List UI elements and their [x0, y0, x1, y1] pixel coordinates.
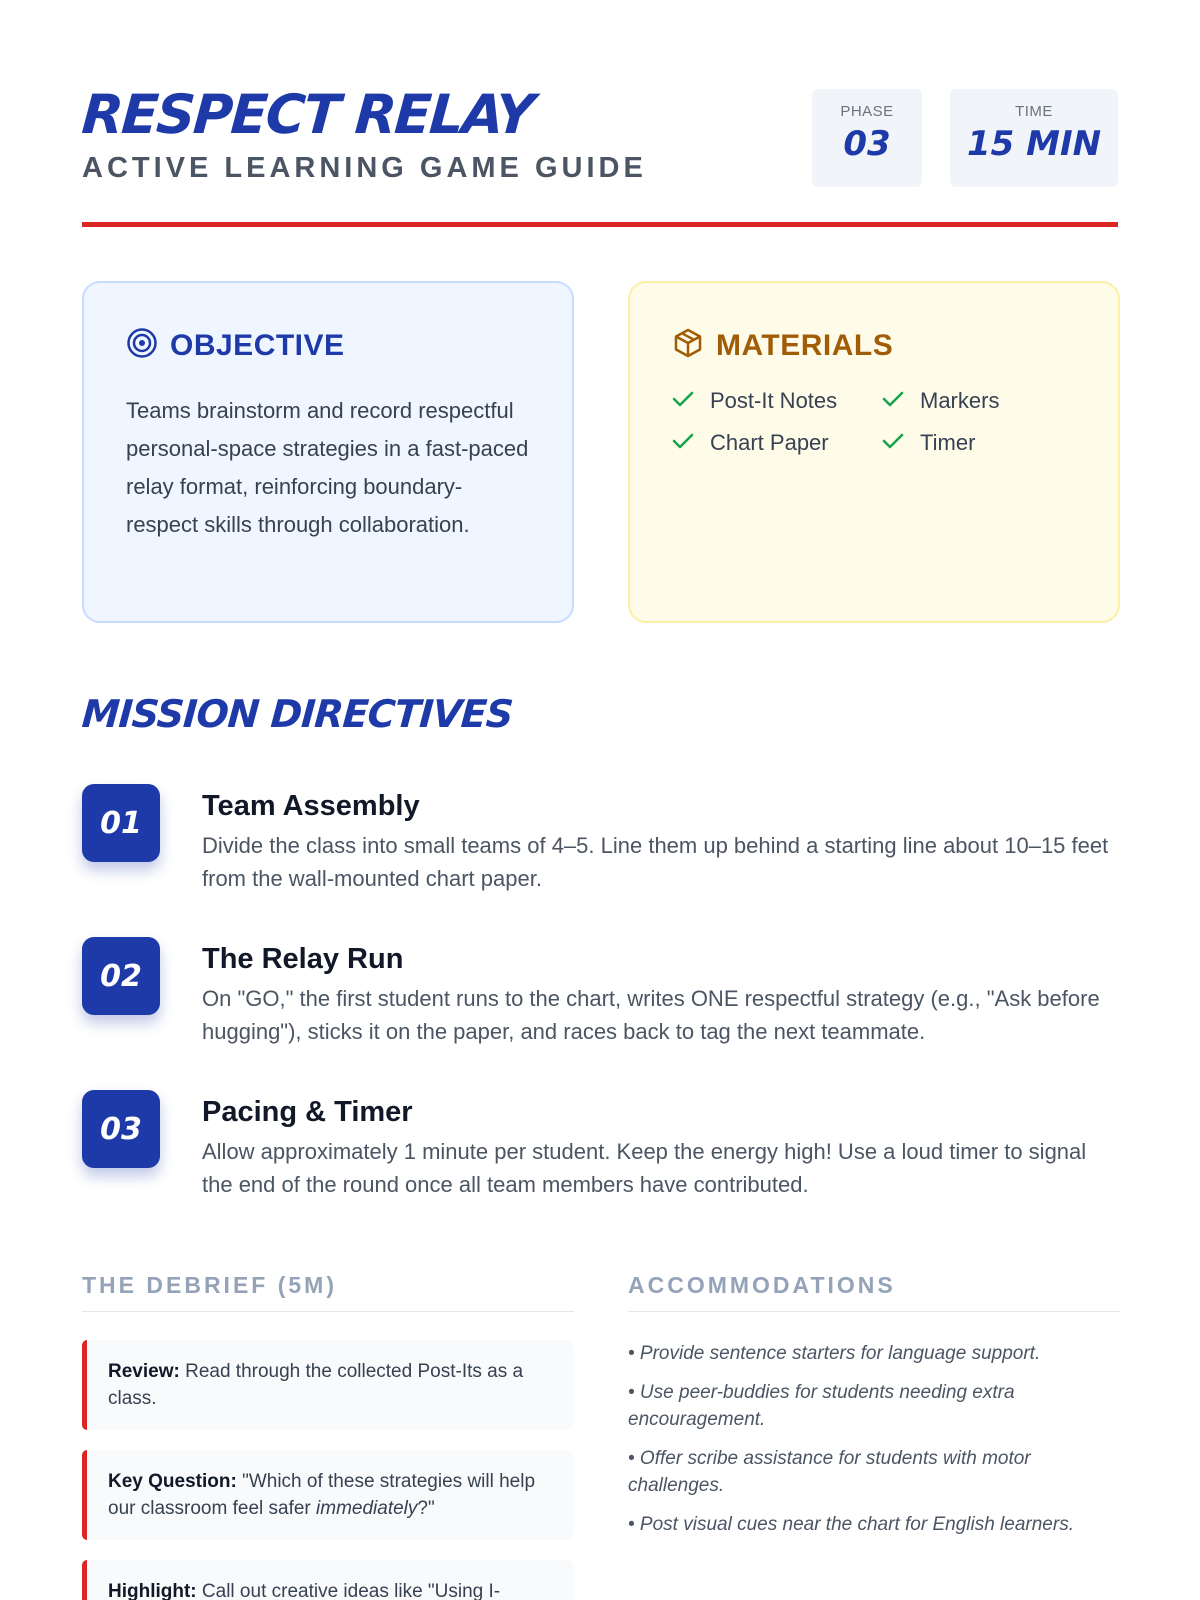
step-item: [82, 784, 1118, 937]
check-icon: [882, 388, 904, 414]
box-icon: [672, 327, 704, 364]
phase-stat: [812, 89, 922, 187]
step-title: The Relay Run: [202, 943, 404, 975]
debrief-section: [82, 1272, 574, 1600]
debrief-item: [82, 1560, 574, 1600]
accommodations-section: [628, 1272, 1120, 1550]
header-divider: [82, 222, 1118, 227]
step-body: [202, 943, 1118, 1048]
target-icon: [126, 327, 158, 364]
material-item: [882, 388, 1042, 414]
step-body: [202, 790, 1118, 895]
step-description: On "GO," the first student runs to the chart, writes ONE respectful strategy (e.g., "Ask before hugging"), sticks it on the paper, and races back to tag the next teammate.: [202, 986, 1100, 1044]
step-number: 03: [82, 1090, 160, 1168]
debrief-emphasis: immediately: [316, 1498, 418, 1519]
debrief-label: Key Question:: [108, 1471, 237, 1492]
mission-steps: [82, 784, 1118, 1243]
check-icon: [882, 430, 904, 456]
step-number: 01: [82, 784, 160, 862]
debrief-text: Call out creative ideas like "Using I-: [201, 1581, 501, 1600]
accommodation-item: • Provide sentence starters for language support.: [628, 1343, 1041, 1364]
materials-list: [672, 388, 1076, 456]
accommodation-item: • Use peer-buddies for students needing extra encouragement.: [628, 1382, 1015, 1430]
debrief-label: Review:: [108, 1361, 180, 1382]
header: [79, 83, 1118, 226]
debrief-item: [82, 1450, 574, 1540]
page-subtitle: ACTIVE LEARNING GAME GUIDE: [82, 152, 647, 184]
accommodation-item: • Post visual cues near the chart for English learners.: [628, 1514, 1074, 1535]
material-label: Timer: [920, 430, 976, 455]
step-description: Divide the class into small teams of 4–5. Line them up behind a starting line about 10–15 feet from the wall-mounted chart paper.: [202, 833, 1109, 891]
step-body: [202, 1096, 1118, 1201]
materials-card: [628, 281, 1120, 623]
material-label: Markers: [920, 388, 1000, 413]
accommodations-list: [628, 1340, 1120, 1538]
objective-title: OBJECTIVE: [170, 328, 345, 362]
material-label: Post-It Notes: [710, 388, 838, 413]
debrief-title: THE DEBRIEF (5M): [82, 1272, 574, 1312]
step-number: 02: [82, 937, 160, 1015]
materials-header: [672, 327, 1076, 364]
materials-title: MATERIALS: [716, 328, 894, 362]
debrief-text: Read through the collected Post-Its as a class.: [108, 1361, 524, 1409]
step-description: Allow approximately 1 minute per student. Keep the energy high! Use a loud timer to signal the end of the round once all team members have contributed.: [202, 1139, 1087, 1197]
time-stat: [950, 89, 1118, 187]
phase-value: 03: [843, 124, 891, 164]
stats: [812, 89, 1118, 187]
debrief-item: [82, 1340, 574, 1430]
step-item: [82, 1090, 1118, 1243]
debrief-text: "Which of these strategies will help our classroom feel safer: [108, 1471, 536, 1519]
objective-header: [126, 327, 530, 364]
material-item: [672, 430, 882, 456]
accommodations-title: ACCOMMODATIONS: [628, 1272, 1120, 1312]
check-icon: [672, 388, 694, 414]
page-title: RESPECT RELAY: [79, 83, 535, 146]
material-label: Chart Paper: [710, 430, 829, 455]
check-icon: [672, 430, 694, 456]
phase-label: PHASE: [840, 103, 894, 120]
material-item: [672, 388, 882, 414]
debrief-text-end: ?": [417, 1498, 435, 1519]
step-title: Team Assembly: [202, 790, 420, 822]
material-item: [882, 430, 1042, 456]
mission-title: MISSION DIRECTIVES: [80, 692, 514, 736]
debrief-list: [82, 1340, 574, 1600]
objective-card: [82, 281, 574, 623]
accommodation-item: • Offer scribe assistance for students with motor challenges.: [628, 1448, 1031, 1496]
time-label: TIME: [1015, 103, 1053, 120]
step-item: [82, 937, 1118, 1090]
debrief-label: Highlight:: [108, 1581, 197, 1600]
step-title: Pacing & Timer: [202, 1096, 413, 1128]
time-value: 15 MIN: [966, 124, 1102, 164]
objective-text: Teams brainstorm and record respectful personal-space strategies in a fast-paced relay format, reinforcing boundary-respect skills through collaboration.: [126, 398, 529, 537]
